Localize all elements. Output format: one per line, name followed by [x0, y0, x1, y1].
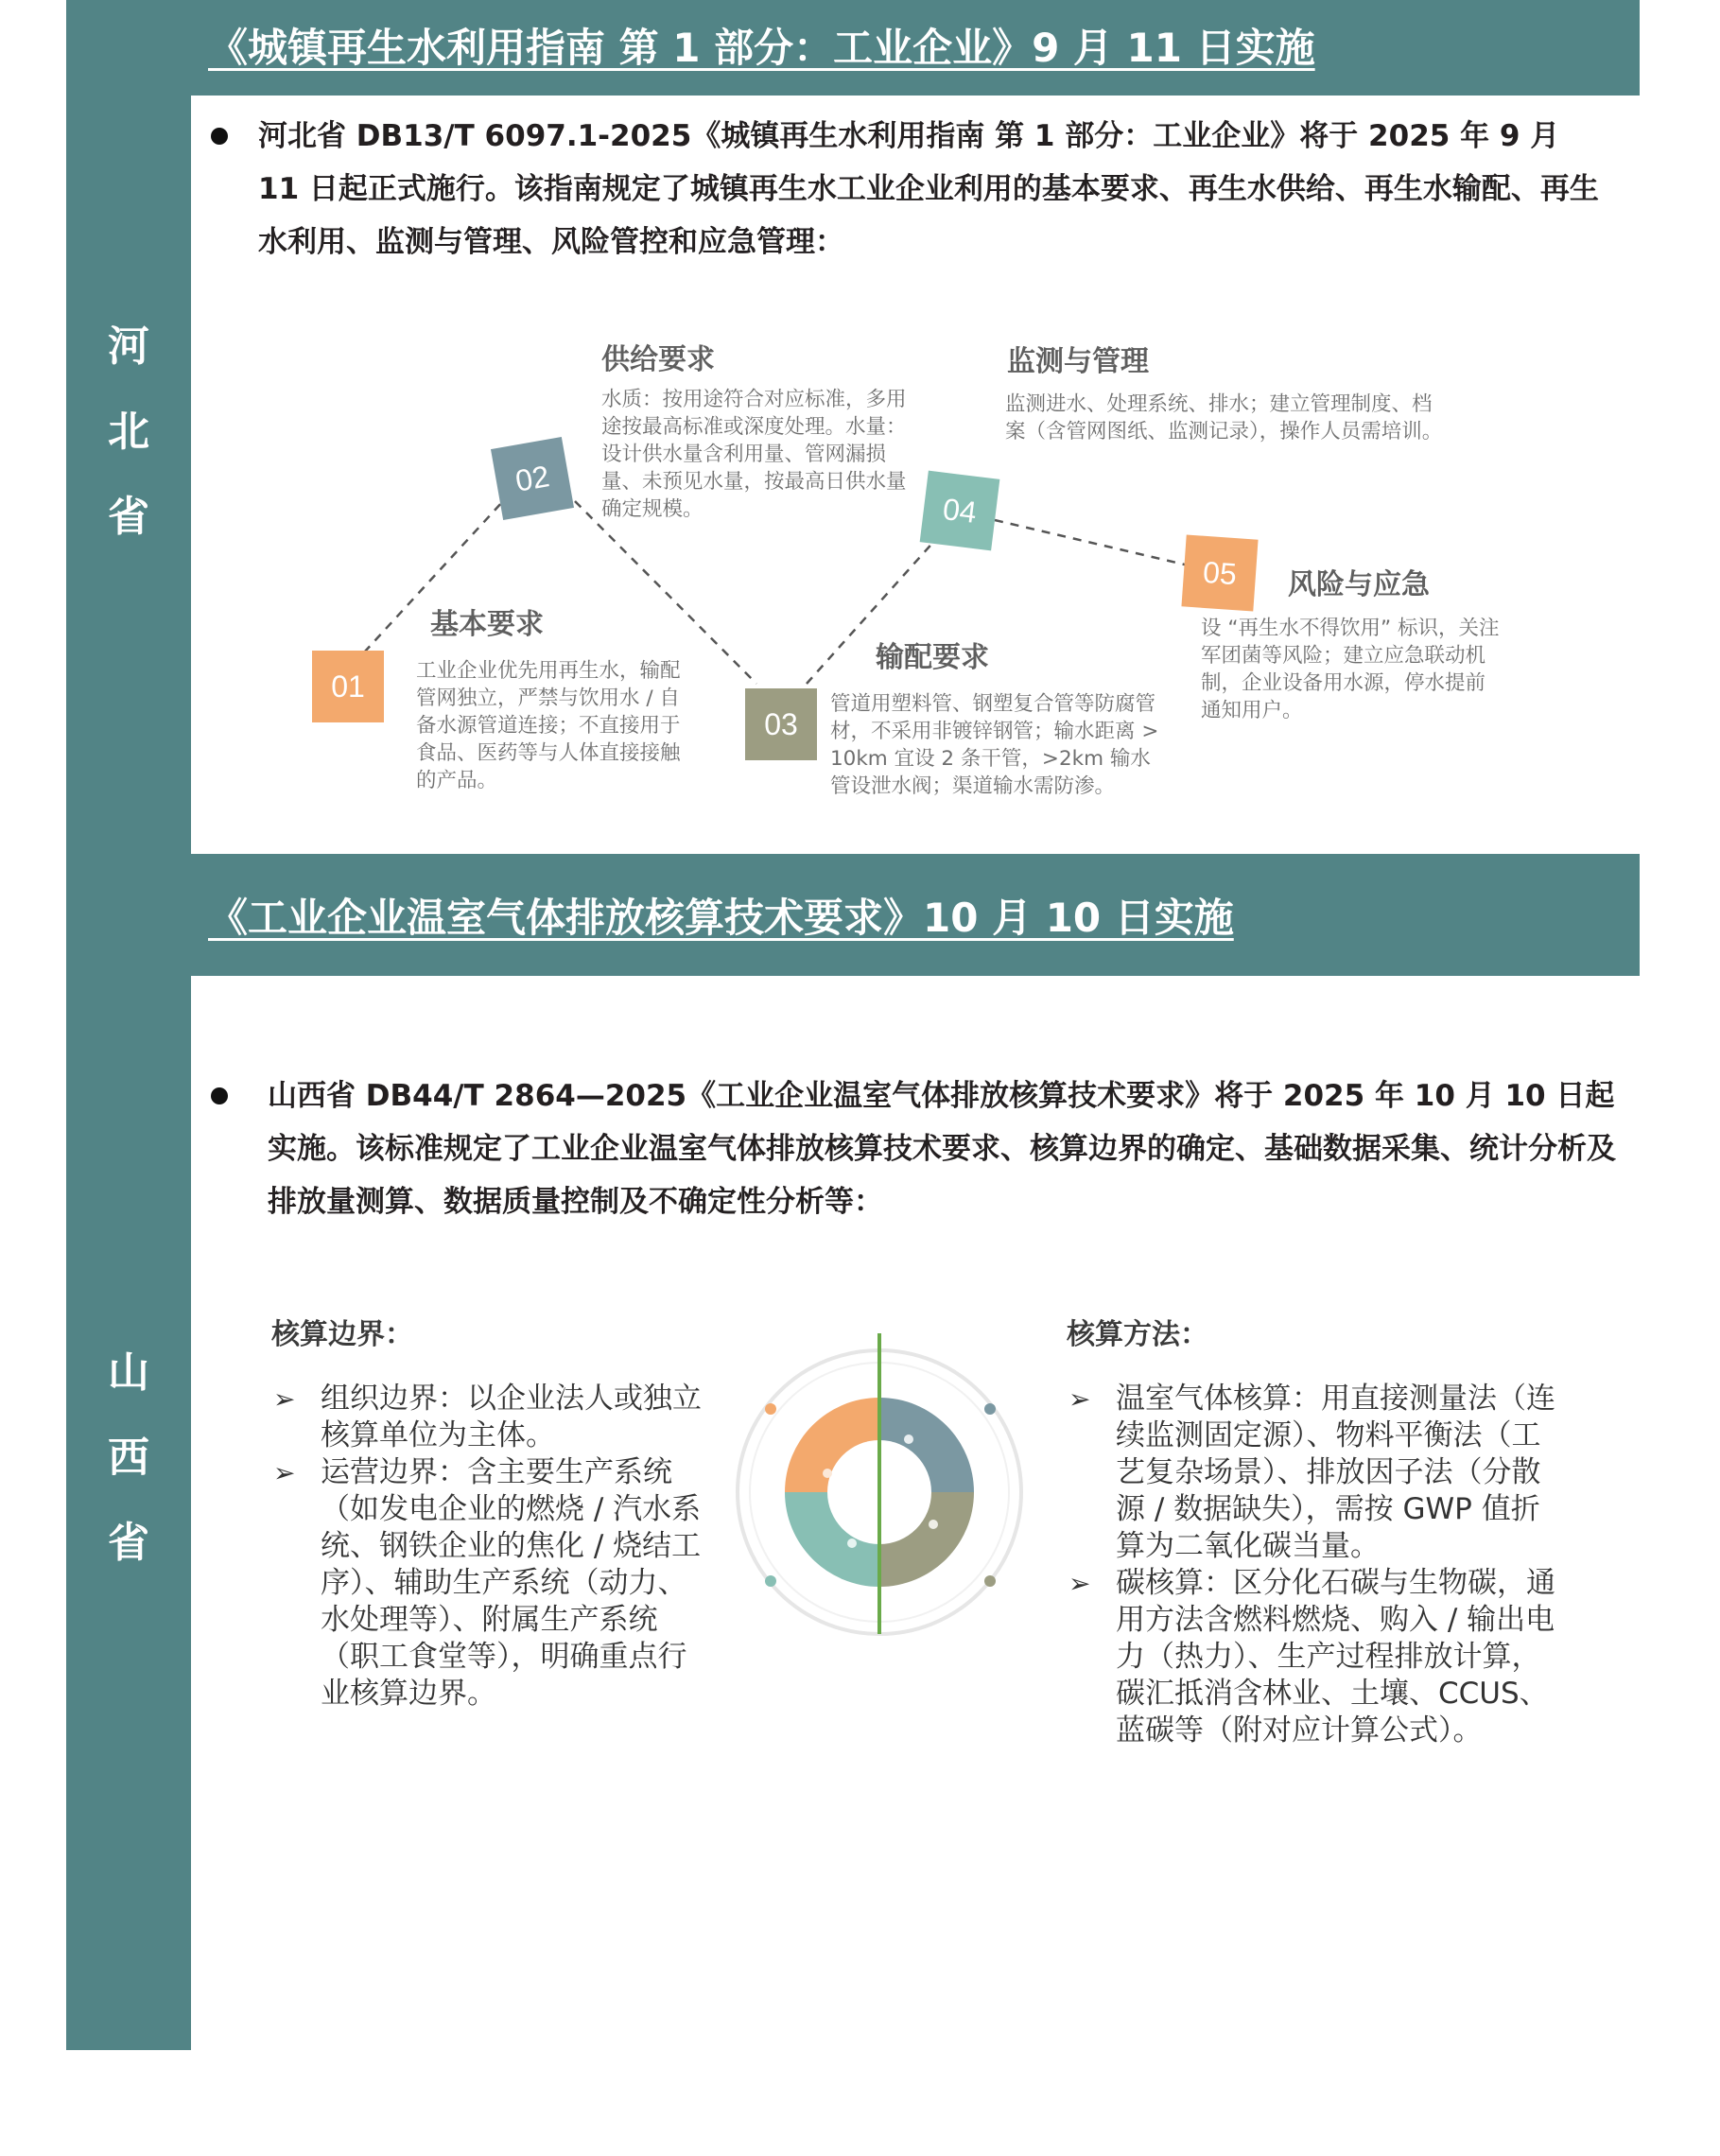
step-04-title: 监测与管理 [1007, 345, 1149, 378]
right-column-list [1065, 1381, 1556, 1749]
arrow-bullet-icon: ➢ [1068, 1568, 1091, 1599]
list-item [269, 1381, 714, 1454]
orbit-dot [984, 1403, 996, 1415]
section-title: 《城镇再生水利用指南 第 1 部分：工业企业》9 月 11 日实施 [208, 25, 1315, 71]
arrow-bullet-icon: ➢ [273, 1457, 296, 1488]
orbit-dot [765, 1403, 776, 1415]
step-05-box [1181, 534, 1258, 611]
step-02-title: 供给要求 [601, 343, 715, 376]
step-number: 04 [941, 491, 979, 530]
list-item [269, 1454, 714, 1713]
list-item-text: 运营边界：含主要生产系统（如发电企业的燃烧 / 汽水系统、钢铁企业的焦化 / 烧结工序）、辅助生产系统（动力、水处理等）、附属生产系统（职工食堂等），明确重点行业核算边界。 [321, 1455, 702, 1711]
factory-icon [929, 1520, 938, 1529]
sun-icon [823, 1469, 832, 1478]
step-04-box [920, 471, 1000, 551]
step-04-desc: 监测进水、处理系统、排水；建立管理制度、档案（含管网图纸、监测记录），操作人员需培训。 [1005, 392, 1443, 443]
left-column-list [269, 1381, 714, 1713]
leaf-icon [904, 1434, 913, 1444]
step-05-title: 风险与应急 [1288, 568, 1430, 601]
list-item-text: 组织边界：以企业法人或独立核算单位为主体。 [321, 1382, 702, 1452]
step-number: 01 [331, 669, 365, 704]
donut-segment-bottom-right [879, 1492, 974, 1587]
step-05-desc: 设 “再生水不得饮用” 标识，关注军团菌等风险；建立应急联动机制，企业设备用水源，停水提前通知用户。 [1201, 617, 1500, 722]
connector-line [995, 520, 1189, 565]
step-number: 05 [1202, 554, 1239, 591]
donut-graphic [723, 1333, 1035, 1645]
province-char-3: 省 [108, 1519, 149, 1567]
section-paragraph: 河北省 DB13/T 6097.1-2025《城镇再生水利用指南 第 1 部分：工业企业》将于 2025 年 9 月 11 日起正式施行。该指南规定了城镇再生水工业企业利用的基本要求、再生水供给、再生水输配、再生水利用、监测与管理、风险管控和应急管理： [258, 119, 1599, 259]
step-number: 03 [764, 706, 798, 741]
step-02-box [491, 437, 574, 520]
orbit-dot [984, 1575, 996, 1587]
step-number: 02 [513, 458, 552, 498]
list-item-text: 碳核算：区分化石碳与生物碳，通用方法含燃料燃烧、购入 / 输出电力（热力）、生产过程排放计算，碳汇抵消含林业、土壤、CCUS、蓝碳等（附对应计算公式）。 [1116, 1566, 1555, 1747]
left-column-heading: 核算边界： [271, 1318, 413, 1351]
arrow-bullet-icon: ➢ [1068, 1383, 1091, 1415]
province-char-1: 山 [108, 1348, 149, 1397]
bullet-dot [211, 1087, 228, 1104]
orbit-dot [765, 1575, 776, 1587]
province-char-2: 西 [108, 1434, 149, 1482]
step-01-box [312, 651, 384, 722]
drop-icon [847, 1539, 857, 1548]
step-03-box [745, 688, 817, 760]
step-02-desc: 水质：按用途符合对应标准，多用途按最高标准或深度处理。水量：设计供水量含利用量、管网漏损量、未预见水量，按最高日供水量确定规模。 [601, 388, 907, 521]
province-char-3: 省 [108, 493, 149, 541]
right-column-heading: 核算方法： [1067, 1318, 1208, 1351]
province-char-1: 河 [108, 322, 149, 371]
list-item [1065, 1381, 1556, 1565]
step-01-desc: 工业企业优先用再生水，输配管网独立，严禁与饮用水 / 自备水源管道连接；不直接用于食品、医药等与人体直接接触的产品。 [416, 659, 681, 792]
arrow-bullet-icon: ➢ [273, 1383, 296, 1415]
step-03-title: 输配要求 [876, 641, 989, 674]
donut-segment-top-left [785, 1398, 879, 1492]
section-title: 《工业企业温室气体排放核算技术要求》10 月 10 日实施 [208, 895, 1234, 941]
section-paragraph: 山西省 DB44/T 2864—2025《工业企业温室气体排放核算技术要求》将于 2025 年 10 月 10 日起实施。该标准规定了工业企业温室气体排放核算技术要求、核算边界的确定、基础数据采集、统计分析及排放量测算、数据质量控制及不确定性分析等： [268, 1079, 1616, 1219]
donut-segment-top-right [879, 1398, 974, 1492]
step-01-title: 基本要求 [430, 608, 544, 641]
province-char-2: 北 [108, 408, 149, 456]
list-item-text: 温室气体核算：用直接测量法（连续监测固定源）、物料平衡法（工艺复杂场景）、排放因子法（分散源 / 数据缺失），需按 GWP 值折算为二氧化碳当量。 [1116, 1382, 1555, 1563]
step-03-desc: 管道用塑料管、钢塑复合管等防腐管材，不采用非镀锌钢管；输水距离 > 10km 宜设 2 条干管，>2km 输水管设泄水阀；渠道输水需防渗。 [830, 692, 1159, 798]
list-item [1065, 1565, 1556, 1749]
donut-segment-bottom-left [785, 1492, 879, 1587]
